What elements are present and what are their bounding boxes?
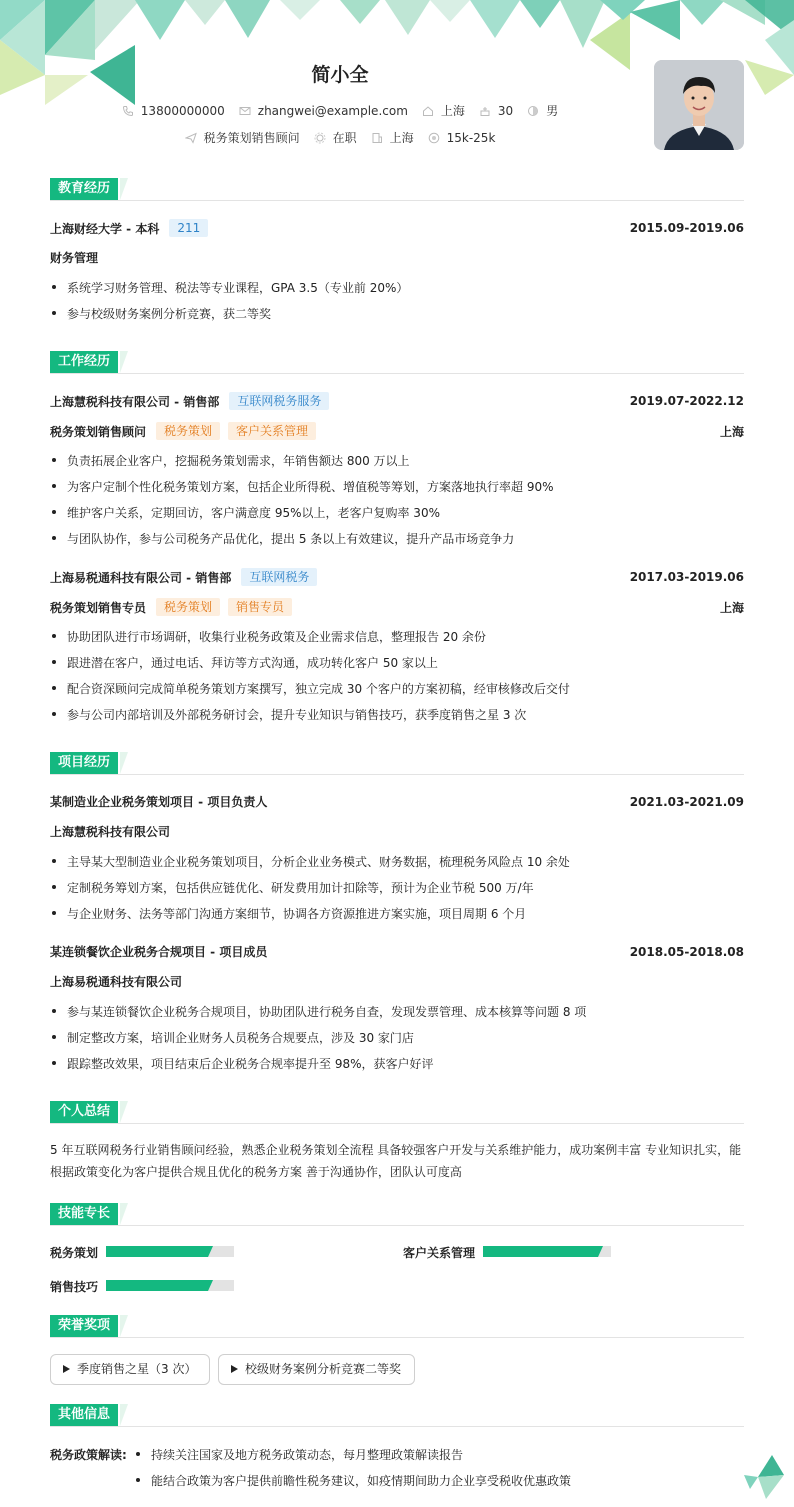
phone-item — [122, 104, 225, 118]
section-header — [50, 1404, 744, 1427]
award-item — [50, 1354, 210, 1385]
project-company-row — [50, 973, 744, 990]
status-item — [314, 129, 357, 146]
gender-icon — [527, 105, 539, 117]
list-item: 制定整改方案，培训企业财务人员税务合规要点，涉及 30 家门店 — [50, 1029, 744, 1046]
work-section — [50, 351, 744, 731]
section-header — [50, 351, 744, 374]
skill-bar — [106, 1280, 234, 1291]
section-header — [50, 178, 744, 201]
phone-text: 13800000000 — [140, 103, 225, 118]
work-date: 2017.03-2019.06 — [629, 570, 744, 584]
list-item: 参与某连锁餐饮企业税务合规项目，协助团队进行税务自查，发现发票管理、成本核算等问题 8 项 — [50, 1003, 744, 1020]
list-item: 维护客户关系，定期回访，客户满意度 95%以上，老客户复购率 30% — [50, 504, 744, 521]
project-date: 2021.03-2021.09 — [629, 794, 744, 809]
building-icon — [371, 132, 383, 144]
awards-list — [50, 1354, 744, 1386]
education-section — [50, 178, 744, 328]
project-section — [50, 752, 744, 1082]
section-title-tail — [120, 1315, 128, 1337]
work-header-row — [50, 392, 744, 410]
age-item — [479, 104, 513, 118]
project-company: 上海慧税科技有限公司 — [50, 825, 171, 839]
work-header-row — [50, 568, 744, 586]
position-name: 税务策划销售专员 — [50, 600, 147, 615]
section-header — [50, 752, 744, 775]
home-icon — [422, 105, 434, 117]
skill-name: 客户关系管理 — [403, 1246, 476, 1260]
list-item: 跟进潜在客户，通过电话、拜访等方式沟通，成功转化客户 50 家以上 — [50, 654, 744, 671]
education-date: 2015.09-2019.06 — [629, 221, 744, 235]
company-name: 上海慧税科技有限公司 - 销售部 — [50, 394, 220, 409]
gender-text: 男 — [546, 104, 559, 118]
list-item: 与企业财务、法务等部门沟通方案细节，协调各方资源推进方案实施，项目周期 6 个月 — [50, 905, 744, 922]
job-target-item — [185, 129, 300, 146]
list-item: 参与校级财务案例分析竞赛，获二等奖 — [50, 305, 744, 322]
major-row — [50, 249, 744, 266]
job-info-row — [0, 129, 680, 146]
city-text: 上海 — [440, 104, 465, 118]
section-header — [50, 1203, 744, 1226]
education-header-row — [50, 219, 744, 237]
skill-level-fill — [106, 1246, 208, 1257]
section-title: 项目经历 — [50, 752, 118, 774]
salary-text: 15k-25k — [446, 130, 496, 145]
cake-icon — [479, 105, 491, 117]
skill-tag: 销售专员 — [228, 598, 292, 616]
section-title: 荣誉奖项 — [50, 1315, 118, 1337]
industry-tag: 互联网税务 — [241, 568, 317, 586]
candidate-name: 简小全 — [311, 64, 369, 86]
email-text: zhangwei@example.com — [257, 103, 408, 118]
contact-info-row — [0, 102, 680, 119]
project-company: 上海易税通科技有限公司 — [50, 975, 183, 989]
list-item: 负责拓展企业客户，挖掘税务策划需求，年销售额达 800 万以上 — [50, 452, 744, 469]
gender-item — [527, 102, 558, 119]
industry-tag: 互联网税务服务 — [229, 392, 329, 410]
company-name: 上海易税通科技有限公司 - 销售部 — [50, 570, 232, 585]
school-name: 上海财经大学 - 本科 — [50, 221, 160, 236]
project-title: 某连锁餐饮企业税务合规项目 - 项目成员 — [50, 945, 268, 959]
summary-line: 5 年互联网税务行业销售顾问经验，熟悉企业税务策划全流程 具备较强客户开发与关系维护能力，成功案例丰富 专业知识扎实，能 — [50, 1143, 742, 1157]
project-date: 2018.05-2018.08 — [629, 944, 744, 959]
summary-section — [50, 1101, 744, 1186]
city-item — [422, 102, 465, 119]
section-title-tail — [120, 178, 128, 200]
section-title-tail — [120, 351, 128, 373]
section-title: 技能专长 — [50, 1203, 118, 1225]
play-icon — [231, 1365, 238, 1373]
skill-bar — [106, 1246, 234, 1257]
work-date: 2019.07-2022.12 — [629, 394, 744, 408]
other-section — [50, 1404, 744, 1494]
age-text: 30 — [497, 103, 514, 118]
list-item: 能结合政策为客户提供前瞻性税务建议，如疫情期间助力企业享受税收优惠政策 — [134, 1472, 694, 1489]
salary-item — [428, 131, 496, 145]
list-item: 配合资深顾问完成简单税务策划方案撰写，独立完成 30 个客户的方案初稿，经审核修改后交付 — [50, 680, 744, 697]
avatar-portrait — [654, 60, 744, 150]
list-item: 跟踪整改效果，项目结束后企业税务合规率提升至 98%，获客户好评 — [50, 1055, 744, 1072]
award-item — [218, 1354, 415, 1385]
section-title-tail — [120, 1404, 128, 1426]
major-name: 财务管理 — [50, 251, 99, 265]
summary-text — [50, 1139, 744, 1183]
section-title: 个人总结 — [50, 1101, 118, 1123]
project-company-row — [50, 823, 744, 840]
summary-line: 根据政策变化为客户提供合规且优化的税务方案 善于沟通协作，团队认可度高 — [50, 1165, 462, 1179]
skill-level-fill — [106, 1280, 208, 1291]
position-row — [50, 422, 744, 440]
section-title-tail — [120, 752, 128, 774]
resume-header — [0, 0, 794, 170]
list-item: 协助团队进行市场调研，收集行业税务政策及企业需求信息，整理报告 20 余份 — [50, 628, 744, 645]
phone-icon — [122, 105, 134, 117]
skill-tag: 税务策划 — [156, 598, 220, 616]
section-header — [50, 1315, 744, 1338]
list-item: 持续关注国家及地方税务政策动态，每月整理政策解读报告 — [134, 1446, 694, 1463]
coin-icon — [428, 132, 440, 144]
other-info-label: 税务政策解读: — [50, 1448, 127, 1462]
avatar — [654, 60, 744, 150]
list-item: 为客户定制个性化税务策划方案，包括企业所得税、增值税等筹划，方案落地执行率超 90% — [50, 478, 744, 495]
skill-tag: 税务策划 — [156, 422, 220, 440]
project-header-row — [50, 943, 744, 960]
section-title: 教育经历 — [50, 178, 118, 200]
skill-name: 销售技巧 — [50, 1280, 99, 1294]
gear-icon — [314, 132, 326, 144]
job-target-text: 税务策划销售顾问 — [203, 131, 300, 145]
work-city-item — [371, 129, 414, 146]
list-item: 参与公司内部培训及外部税务研讨会，提升专业知识与销售技巧，获季度销售之星 3 次 — [50, 706, 744, 723]
list-item: 系统学习财务管理、税法等专业课程，GPA 3.5（专业前 20%） — [50, 279, 744, 296]
project-title: 某制造业企业税务策划项目 - 项目负责人 — [50, 795, 268, 809]
list-item: 主导某大型制造业企业税务策划项目，分析企业业务模式、财务数据，梳理税务风险点 10 余处 — [50, 853, 744, 870]
email-item — [239, 104, 408, 118]
work-city-text: 上海 — [389, 131, 414, 145]
play-icon — [63, 1365, 70, 1373]
work-location: 上海 — [719, 600, 744, 615]
skill-tag: 客户关系管理 — [228, 422, 316, 440]
awards-section — [50, 1315, 744, 1390]
section-title: 其他信息 — [50, 1404, 118, 1426]
award-text: 季度销售之星（3 次） — [77, 1362, 197, 1376]
position-name: 税务策划销售顾问 — [50, 424, 147, 439]
list-item: 与团队协作，参与公司税务产品优化，提出 5 条以上有效建议，提升产品市场竞争力 — [50, 530, 744, 547]
send-icon — [185, 132, 197, 144]
project-header-row — [50, 793, 744, 810]
section-title-tail — [120, 1203, 128, 1225]
list-item: 定制税务筹划方案，包括供应链优化、研发费用加计扣除等，预计为企业节税 500 万/年 — [50, 879, 744, 896]
status-text: 在职 — [332, 131, 357, 145]
section-header — [50, 1101, 744, 1124]
work-location: 上海 — [719, 424, 744, 439]
email-icon — [239, 105, 251, 117]
school-tag: 211 — [169, 219, 208, 237]
section-title: 工作经历 — [50, 351, 118, 373]
skill-name: 税务策划 — [50, 1246, 99, 1260]
section-title-tail — [120, 1101, 128, 1123]
skill-level-fill — [483, 1246, 598, 1257]
skill-bar — [483, 1246, 611, 1257]
award-text: 校级财务案例分析竞赛二等奖 — [245, 1362, 402, 1376]
skills-section — [50, 1203, 744, 1298]
corner-decoration — [744, 1455, 784, 1499]
position-row — [50, 598, 744, 616]
